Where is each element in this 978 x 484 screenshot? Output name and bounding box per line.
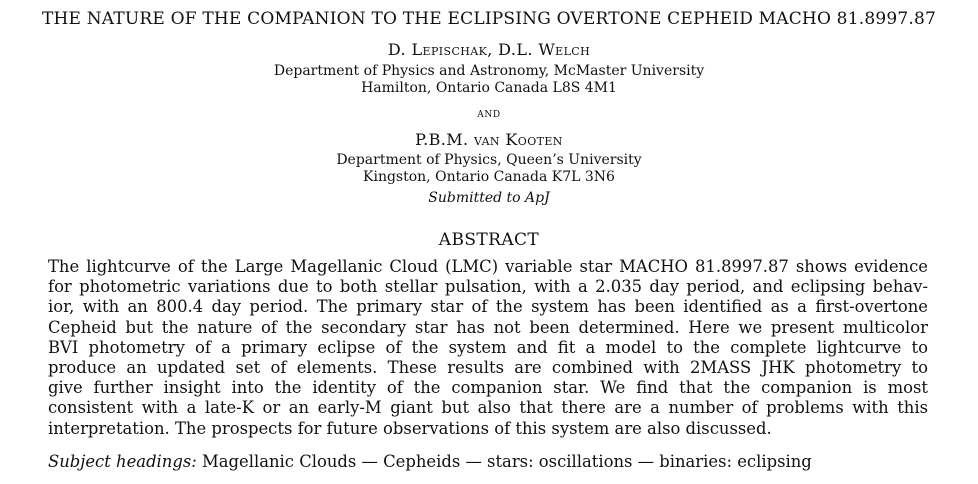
affiliation-2 (0, 152, 978, 186)
subject-headings-label: Subject headings: (48, 452, 197, 471)
abstract-line: interpretation. The prospects for future observations of this system are also discussed. (48, 418, 772, 438)
affiliation-2-line-1: Department of Physics, Queen’s University (336, 152, 642, 168)
abstract-line: The lightcurve of the Large Magellanic Cloud (LMC) variable star MACHO 81.8997.87 shows evidence (48, 257, 928, 276)
paper-title: THE NATURE OF THE COMPANION TO THE ECLIPSING OVERTONE CEPHEID MACHO 81.8997.87 (41, 9, 937, 29)
subject-headings-text: Magellanic Clouds — Cepheids — stars: oscillations — binaries: eclipsing (202, 452, 812, 471)
affiliation-1-line-2: Hamilton, Ontario Canada L8S 4M1 (361, 80, 617, 96)
affiliation-1 (0, 63, 978, 97)
subject-headings (48, 452, 812, 471)
abstract-line: consistent with a late-K or an early-M giant but also that there are a number of problems with this (48, 398, 928, 418)
abstract-line: give further insight into the identity of the companion star. We find that the companion is most (48, 378, 928, 398)
abstract-line: ior, with an 800.4 day period. The primary star of the system has been identified as a first-overtone (48, 297, 928, 317)
abstract-line: produce an updated set of elements. These results are combined with 2MASS JHK photometry to (48, 358, 928, 378)
abstract-line: BVI photometry of a primary eclipse of the system and fit a model to the complete lightcurve to (48, 337, 928, 357)
abstract-line: for photometric variations due to both stellar pulsation, with a 2.035 day period, and eclipsing behav- (48, 277, 928, 297)
submission-note: Submitted to ApJ (428, 190, 550, 206)
abstract-body (48, 257, 928, 439)
author-list-2: P.B.M. van Kooten (415, 130, 563, 149)
affiliation-2-line-2: Kingston, Ontario Canada K7L 3N6 (363, 169, 615, 185)
affiliation-1-line-1: Department of Physics and Astronomy, McMaster University (273, 63, 705, 79)
author-list-1: D. Lepischak, D.L. Welch (387, 40, 591, 59)
and-separator: and (477, 106, 501, 121)
abstract-line: Cepheid but the nature of the secondary star has not been determined. Here we present multicolor (48, 317, 928, 337)
abstract-heading: ABSTRACT (438, 230, 540, 250)
